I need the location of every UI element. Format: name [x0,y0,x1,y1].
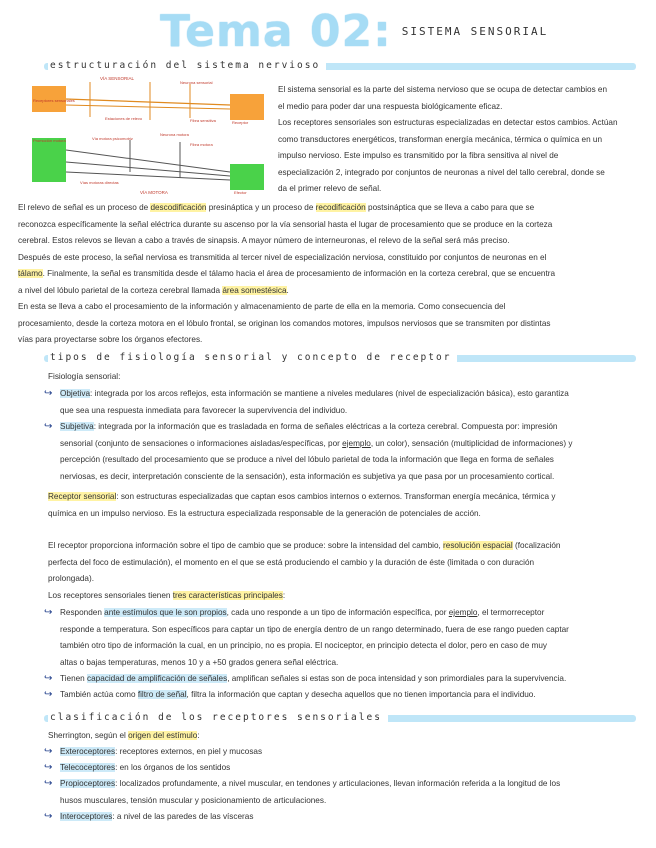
label-promocion: Promoción motora [33,138,66,143]
arrow-icon: ↪ [44,388,53,399]
arrow-icon: ↪ [44,778,53,789]
receptor-info: El receptor proporciona información sobre el tipo de cambio que se produce: sobre la intensidad del cambio, resolución espacial (focalización perfecta del foco de estimulación), el momento en el que se está produciendo el cambio y la duración de éste (limitada o con duración prolongada). Los receptores sensoriales tienen tres características principales: [48,541,561,600]
arrow-icon: ↪ [44,421,53,432]
title-sub: SISTEMA SENSORIAL [401,25,549,38]
promocion-box [32,138,66,182]
label-vias-motoras: Vías motoras directas [80,180,119,185]
section-heading-3: clasificación de los receptores sensoriales [48,710,636,724]
arrow-icon: ↪ [44,811,53,822]
label-neurona-motora: Neurona motora [160,132,189,137]
title-main: Tema 02: [160,6,392,57]
receptor-sensorial-def: Receptor sensorial: son estructuras especializadas que captan esos cambios internos o externos. Transforman energía mecánica, térmica y química en un impulso nervioso. Es la estructura especializada responsable de la generación de potenciales de acción. [48,492,556,518]
clasificacion-item-4: Interoceptores: a nivel de las paredes de las vísceras [60,812,254,821]
label-neurona-sensorial: Neurona sensorial [180,80,213,85]
clasificacion-item-1: Exteroceptores: receptores externos, en piel y mucosas [60,747,263,756]
arrow-icon: ↪ [44,607,53,618]
arrow-icon: ↪ [44,762,53,773]
fisiologia-subjetiva: Subjetiva: integrada por la información que es trasladada en forma de señales eléctricas a la corteza cerebral. Compuesta por: impresión sensorial (conjunto de sensaciones o informaciones aisladas/específicas, por ejemplo, un color), sensación (multiplicidad de informaciones) y percepción (resultado del procesamiento que se produce a nivel del lóbulo parietal de toda la información que llega en forma de señales nerviosas, es decir, interpretación consciente de la sensación), esta información es subjetiva ya que pasa por un procesamiento cortical. [60,422,573,481]
intro-paragraph: El sistema sensorial es la parte del sistema nervioso que se ocupa de detectar cambios en el medio para poder dar una respuesta biológicamente eficaz. Los receptores sensoriales son estructuras especializadas en detectar estos cambios. Actúan como transductores energéticos, transforman energía mecánica, térmica o química en un impulso nervioso. Este impulso es transmitido por la fibra sensitiva al nivel de especialización 2, integrado por conjuntos de neuronas a nivel del tallo cerebral, donde se da el primer relevo de señal. [278,85,618,193]
section-heading-1: estructuración del sistema nervioso [48,58,636,72]
clasificacion-item-3: Propioceptores: localizados profundamente, a nivel muscular, en tendones y articulaciones, llevan información referida a la longitud de los husos musculares, tensión muscular y posicionamiento de articulaciones. [60,779,561,805]
caracteristica-2: Tienen capacidad de amplificación de señales, amplifican señales si estas son de poca intensidad y son primordiales para la supervivencia. [60,674,567,683]
clasificacion-item-2: Telecoceptores: en los órganos de los sentidos [60,763,231,772]
nervous-system-diagram [30,72,270,197]
label-via-sensorial: VÍA SENSORIAL [100,76,135,81]
fisiologia-objetiva: Objetiva: integrada por los arcos reflejos, esta información se mantiene a niveles medulares (nivel de especialización básica), esto garantiza que sea una respuesta inmediata para favorecer la supervivencia del individuo. [60,389,569,415]
label-via-motora: VÍA MOTORA [140,190,168,195]
caracteristica-3: También actúa como filtro de señal, filtra la información que captan y desecha aquellos que no tienen importancia para el individuo. [60,690,536,699]
label-receptores: Receptores sensoriales [33,98,75,103]
section-heading-2: tipos de fisiología sensorial y concepto de receptor [48,350,636,364]
clasificacion-intro: Sherrington, según el origen del estímulo: [48,731,200,740]
relevo-paragraph: El relevo de señal es un proceso de descodificación presináptica y un proceso de recodificación postsináptica que se lleva a cabo para que se reconozca específicamente la señal eléctrica durante su ascenso por la vía sensorial hasta el lugar de procesamiento que se produce en la corteza cerebral. Estos relevos se llevan a cabo a través de sinapsis. A mayor número de interneuronas, el relevo de la señal será más preciso. Después de este proceso, la señal nerviosa es transmitida al tercer nivel de especialización nerviosa, constituido por conjuntos de neuronas en el tálamo. Finalmente, la señal es transmitida desde el tálamo hacia el área de procesamiento de información en la corteza cerebral, que se encuentra a nivel del lóbulo parietal de la corteza cerebral llamada área somestésica. En esta se lleva a cabo el procesamiento de la información y almacenamiento de parte de ella en la memoria. Como consecuencia del procesamiento, desde la corteza motora en el lóbulo frontal, se originan los comandos motores, impulsos nerviosos que se transmiten por distintas vías para proyectarse sobre los órganos efectores. [18,203,556,344]
label-fibra-sensitiva: Fibra sensitiva [190,118,216,123]
label-via-motora-psico: Vía motora psicomotriz [92,136,133,141]
label-efector: Efector [234,190,247,195]
caracteristica-1: Responden ante estímulos que le son propios, cada uno responde a un tipo de información específica, por ejemplo, el termorreceptor responde a temperatura. Son específicos para captar un tipo de energía dentro de un rango determinado, fuera de ese rango pueden captar también otro tipo de información la cual, en un principio, no es propia. El nociceptor, en principio detecta el dolor, pero en caso de muy altas o bajas temperaturas, menos 10 y a +50 grados genera señal eléctrica. [60,608,569,667]
efector-box [230,164,264,190]
label-receptor: Receptor [232,120,249,125]
arrow-icon: ↪ [44,673,53,684]
page-title [160,2,549,57]
arrow-icon: ↪ [44,746,53,757]
receptor-box [230,94,264,120]
label-estaciones: Estaciones de relevo [105,116,143,121]
label-fibra-motora: Fibra motora [190,142,213,147]
fisiologia-heading: Fisiología sensorial: [48,372,121,381]
arrow-icon: ↪ [44,689,53,700]
